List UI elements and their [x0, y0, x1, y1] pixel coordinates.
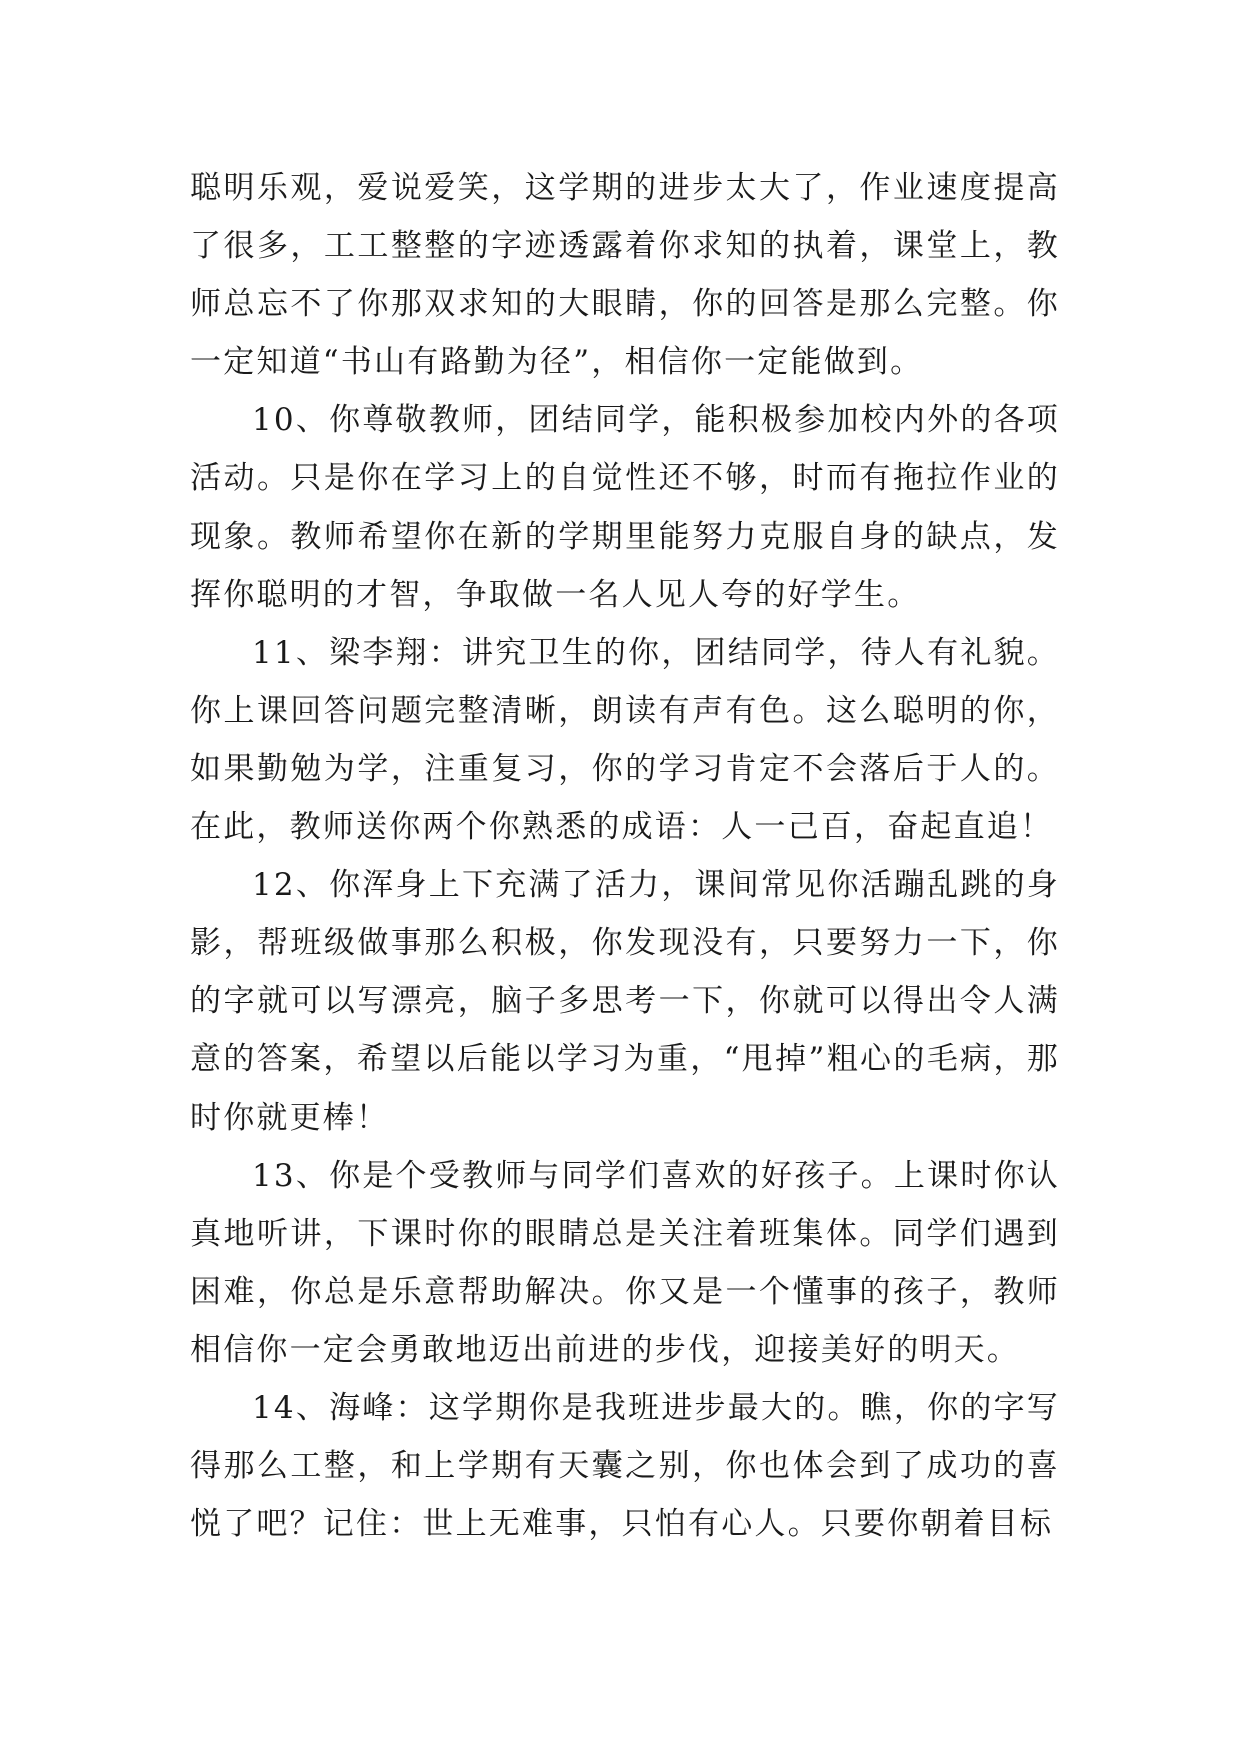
paragraph-continuation: 聪明乐观，爱说爱笑，这学期的进步太大了，作业速度提高了很多，工工整整的字迹透露着你求知的执着，课堂上，教师总忘不了你那双求知的大眼睛，你的回答是那么完整。你一定知道“书山有路勤为径”，相信你一定能做到。	[190, 170, 1060, 381]
paragraph-comment-13: 13、你是个受教师与同学们喜欢的好孩子。上课时你认真地听讲，下课时你的眼睛总是关注着班集体。同学们遇到困难，你总是乐意帮助解决。你又是一个懂事的孩子，教师相信你一定会勇敢地迈出前进的步伐，迎接美好的明天。	[190, 1157, 1060, 1368]
paragraph-comment-11: 11、梁李翔：讲究卫生的你，团结同学，待人有礼貌。你上课回答问题完整清晰，朗读有声有色。这么聪明的你，如果勤勉为学，注重复习，你的学习肯定不会落后于人的。在此，教师送你两个你熟悉的成语：人一己百，奋起直追！	[190, 634, 1060, 846]
paragraph-comment-12: 12、你浑身上下充满了活力，课间常见你活蹦乱跳的身影，帮班级做事那么积极，你发现没有，只要努力一下，你的字就可以写漂亮，脑子多思考一下，你就可以得出令人满意的答案，希望以后能以学习为重，“甩掉”粗心的毛病，那时你就更棒！	[190, 867, 1060, 1136]
paragraph-comment-14: 14、海峰：这学期你是我班进步最大的。瞧，你的字写得那么工整，和上学期有天囊之别，你也体会到了成功的喜悦了吧？记住：世上无难事，只怕有心人。只要你朝着目标	[190, 1389, 1060, 1543]
document-body	[190, 159, 1060, 1553]
paragraph-comment-10: 10、你尊敬教师，团结同学，能积极参加校内外的各项活动。只是你在学习上的自觉性还不够，时而有拖拉作业的现象。教师希望你在新的学期里能努力克服自身的缺点，发挥你聪明的才智，争取做一名人见人夸的好学生。	[190, 402, 1060, 613]
